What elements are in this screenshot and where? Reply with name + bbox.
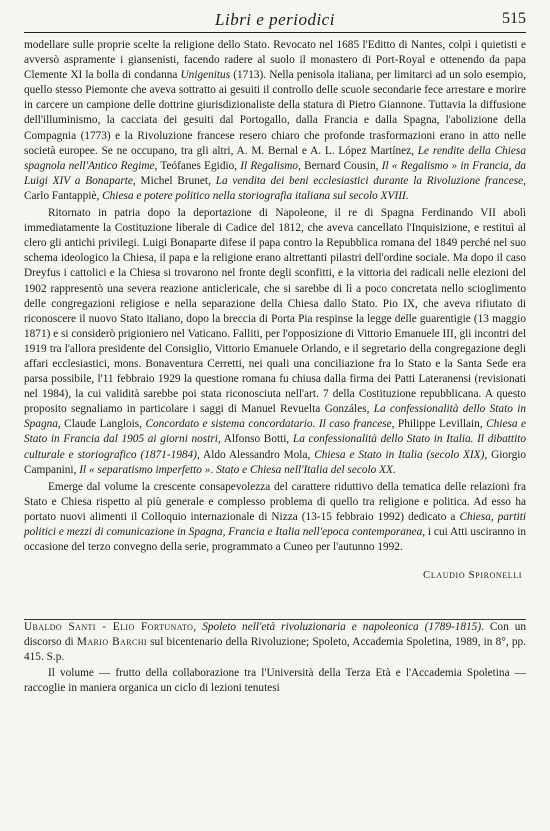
review1-paragraph-2: Ritornato in patria dopo la deportazione di Napoleone, il re di Spagna Ferdinando VII abolì immediatamente la Costituzione liberale di Cadice del 1812, che aveva cancellato l'Inquisizione, e restituì al clero gli antichi privilegi. Luigi Bonaparte difese il papa contro la Repubblica romana del 1849 perché nel suo schema ideologico la Chiesa, il papa e la religione erano altrettanti pilastri dell'ordine sociale. Ma dopo il caso Dreyfus i cattolici e la Chiesa si trovarono nel fronte degli sconfitti, e la vittoria dei radicali nelle elezioni del 1902 rappresentò una severa reazione anticlericale, che si sarebbe di lì a poco concretata nello scioglimento delle congregazioni religiose e nella separazione della Chiesa dallo Stato. Pio IX, che aveva rifiutato di riconoscere il nuovo Stato italiano, dopo la breccia di Porta Pia respinse la legge delle guarentigie (13 maggio 1871) e si considerò prigioniero nel Vaticano. Falliti, per l'opposizione di Vittorio Emanuele III, gli incontri del 1919 tra l'allora presidente del Consiglio, Vittorio Emanuele Orlando, e il segretario della congregazione degli affari ecclesiastici, mons. Bonaventura Cerretti, nei quali una conciliazione fra lo Stato e la Santa Sede era parsa possibile, l'11 febbraio 1929 la questione romana fu chiusa dalla firma dei Patti Lateranensi (revisionati nel 1984), la cui validità sarebbe poi stata riconosciuta nell'art. 7 della Costituzione repubblicana. A questo proposito segnaliamo in particolare i saggi di Manuel Revuelta Gonzáles, La confessionalità dello Stato in Spagna, Claude Langlois, Concordato e sistema concordatario. Il caso francese, Philippe Levillain, Chiesa e Stato in Francia dal 1905 ai giorni nostri, Alfonso Botti, La confessionalità dello Stato in Italia. Il dibattito culturale e storiografico (1871-1984), Aldo Alessandro Mola, Chiesa e Stato in Italia (secolo XIX), Giorgio Campanini, Il « separatismo imperfetto ». Stato e Chiesa nell'Italia del secolo XX. bbox=[24, 207, 527, 476]
page-body bbox=[24, 38, 526, 696]
review2-authors: Ubaldo Santi - Elio Fortunato bbox=[24, 621, 194, 634]
running-header bbox=[24, 6, 526, 33]
review1-paragraph-3: Emerge dal volume la crescente consapevolezza del carattere riduttivo della tematica delle relazioni fra Stato e Chiesa rispetto al più generale e complesso problema di quello tra religione e politica. Ad esso ha portato nuovi alimenti il Colloquio internazionale di Nizza (13-15 febbraio 1992) dedicato a Chiesa, partiti politici e mezzi di comunicazione in Spagna, Francia e Italia nell'epoca contemporanea, i cui Atti usciranno in occasione del terzo convegno della serie, programmato a Cuneo per l'autunno 1992. bbox=[24, 480, 527, 554]
page-number: 515 bbox=[502, 10, 526, 27]
review1-paragraph-1: modellare sulle proprie scelte la religione dello Stato. Revocato nel 1685 l'Editto di Nantes, colpì i quietisti e avversò aspramente i giansenisti, facendo radere al suolo il monastero di Port-Royal e ottenendo da papa Clemente XI la bolla di condanna Unigenitus (1713). Nella penisola italiana, per limitarci ad un solo esempio, quello stesso Piemonte che aveva sottratto ai gesuiti il controllo delle scuole secondarie fece arrestare e morire in carcere un campione delle dottrine giurisdizionaliste della statura di Pietro Giannone. Tuttavia la diffusione dell'illuminismo, la cacciata dei gesuiti dal Portogallo, dalla Francia e dalla Spagna, l'abolizione della Compagnia (1773) e la Rivoluzione francese resero chiaro che profonde trasformazioni erano in atto nelle società europee. Se ne occupano, tra gli altri, A. M. Bernal e A. L. López Martínez, Le rendite della Chiesa spagnola nell'Antico Regime, Teófanes Egidio, Il Regalismo, Bernard Cousin, Il « Regalismo » in Francia, da Luigi XIV a Bonaparte, Michel Brunet, La vendita dei beni ecclesiastici durante la Rivoluzione francese, Carlo Fantappiè, Chiesa e potere politico nella storiografia italiana sul secolo XVIII. bbox=[24, 39, 527, 202]
reviewer-signature: Claudio Spironelli bbox=[423, 569, 522, 582]
running-title: Libri e periodici bbox=[215, 10, 335, 29]
review2-reference: Ubaldo Santi - Elio Fortunato, Spoleto nell'età rivoluzionaria e napoleonica (1789-1815). Con un discorso di Mario Barchi sul bicentenario della Rivoluzione; Spoleto, Accademia Spoletina, 1989, in 8°, pp. 415. S.p. bbox=[24, 621, 526, 664]
review2-book-title: Spoleto nell'età rivoluzionaria e napoleonica (1789-1815) bbox=[202, 621, 482, 634]
review2-paragraph-1: Il volume — frutto della collaborazione tra l'Università della Terza Età e l'Accademia Spoletina — raccoglie in maniera organica un ciclo di lezioni tenutesi bbox=[24, 666, 526, 694]
discourse-author: Mario Barchi bbox=[76, 636, 147, 649]
